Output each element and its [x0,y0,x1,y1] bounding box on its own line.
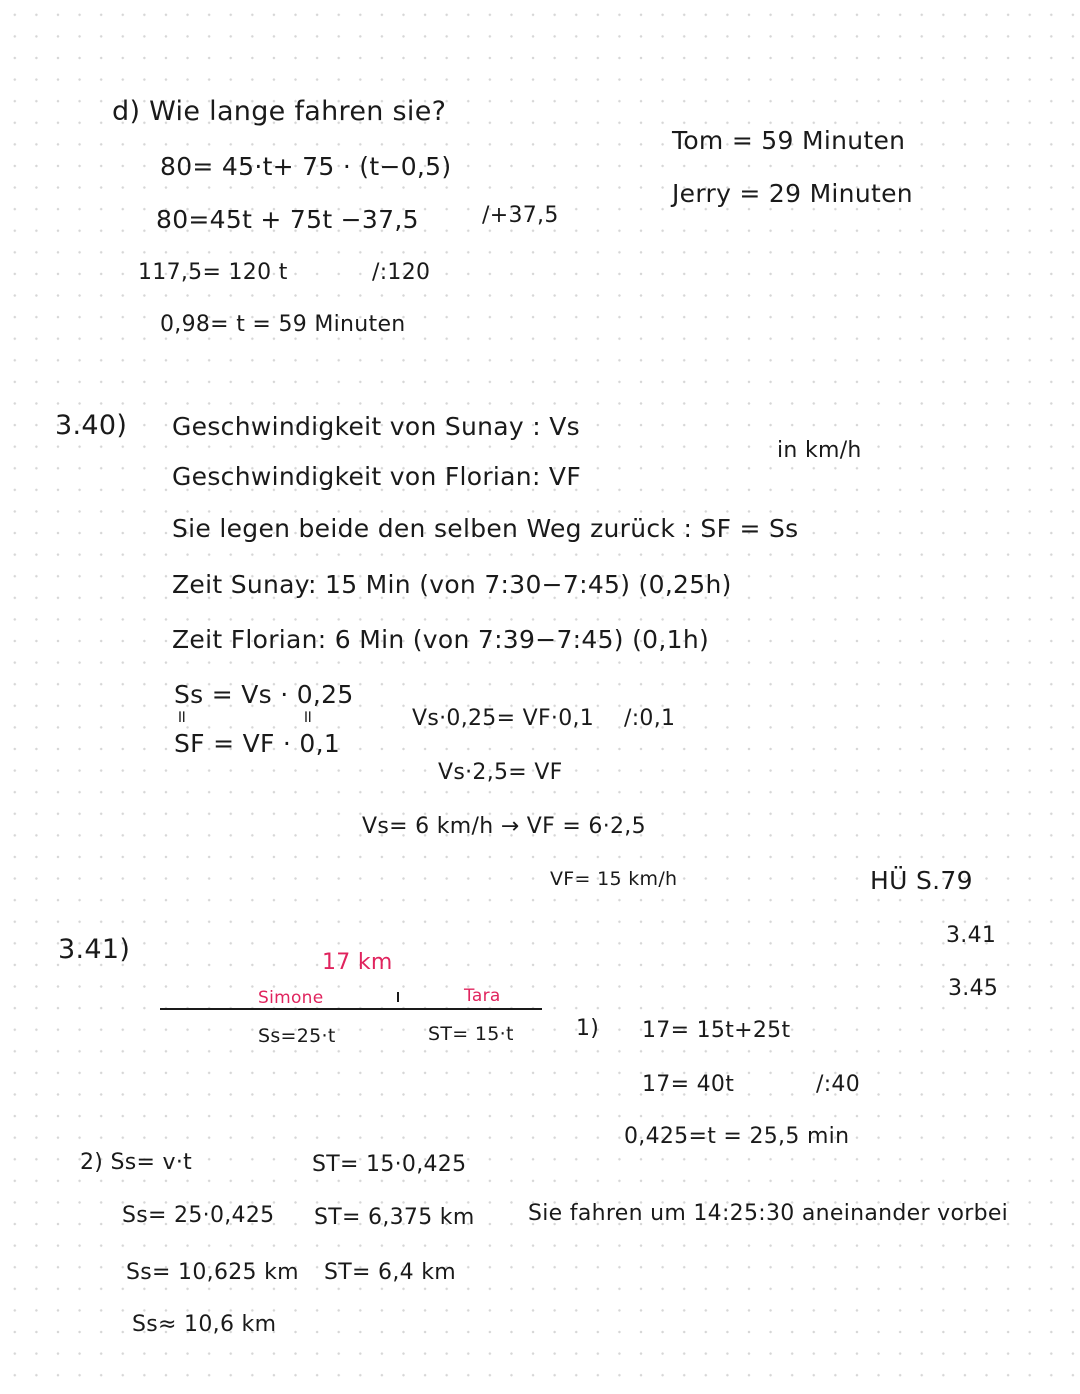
definition-line: Geschwindigkeit von Florian: VF [172,462,581,491]
operation-note: /:40 [816,1072,861,1097]
equation-line: ST= 6,375 km [314,1205,475,1230]
equality-mark: ॥ [302,707,313,727]
homework-item: 3.41 [946,923,997,948]
formula-tara: ST= 15·t [428,1023,514,1045]
equation-result: Ss≈ 10,6 km [132,1312,277,1337]
equation-result: 0,425=t = 25,5 min [624,1124,850,1149]
equation-line: Ss= 10,625 km [126,1260,299,1285]
exercise-number: 3.40) [55,410,128,441]
question-d: d) Wie lange fahren sie? [112,96,447,127]
equation-line: ST= 6,4 km [324,1260,456,1285]
equation-line: Ss= 25·0,425 [122,1203,275,1228]
definition-line: Zeit Florian: 6 Min (von 7:39−7:45) (0,1h) [172,625,710,654]
equality-mark: ॥ [176,707,187,727]
midpoint-tick [397,992,399,1002]
definition-line: Sie legen beide den selben Weg zurück : SF = Ss [172,514,799,543]
exercise-number: 3.41) [58,934,131,965]
person-tara: Tara [464,986,501,1006]
equation-line: 117,5= 120 t [138,260,288,285]
step-label: 1) [576,1016,600,1041]
step-label: 2) Ss= v·t [80,1150,193,1175]
definition-line: Zeit Sunay: 15 Min (von 7:30−7:45) (0,25h) [172,570,732,599]
answer-jerry: Jerry = 29 Minuten [672,179,913,208]
equation-result: 0,98= t = 59 Minuten [160,312,406,337]
homework-item: 3.45 [948,976,999,1001]
operation-note: /+37,5 [482,203,559,228]
equation-line: Vs= 6 km/h → VF = 6·2,5 [362,814,646,839]
operation-note: /:0,1 [624,706,676,731]
definition-line: Geschwindigkeit von Sunay : Vs [172,412,580,441]
equation-result: VF= 15 km/h [550,868,678,890]
distance-label: 17 km [322,950,393,975]
unit-note: in km/h [777,438,862,463]
homework-label: HÜ S.79 [870,866,973,895]
conclusion: Sie fahren um 14:25:30 aneinander vorbei [528,1201,1009,1226]
equation-line: 17= 40t [642,1072,735,1097]
equation-line: Vs·2,5= VF [438,760,563,785]
formula-simone: Ss=25·t [258,1025,336,1047]
answer-tom: Tom = 59 Minuten [672,126,906,155]
equation-line: 80= 45·t+ 75 · (t−0,5) [160,152,452,181]
distance-line [160,1008,542,1010]
operation-note: /:120 [372,260,431,285]
equation-line: SF = VF · 0,1 [174,729,341,758]
equation-line: 80=45t + 75t −37,5 [156,205,419,234]
person-simone: Simone [258,988,324,1008]
equation-line: 17= 15t+25t [642,1018,791,1043]
equation-line: Ss = Vs · 0,25 [174,680,354,709]
equation-line: Vs·0,25= VF·0,1 [412,706,595,731]
equation-line: ST= 15·0,425 [312,1152,467,1177]
